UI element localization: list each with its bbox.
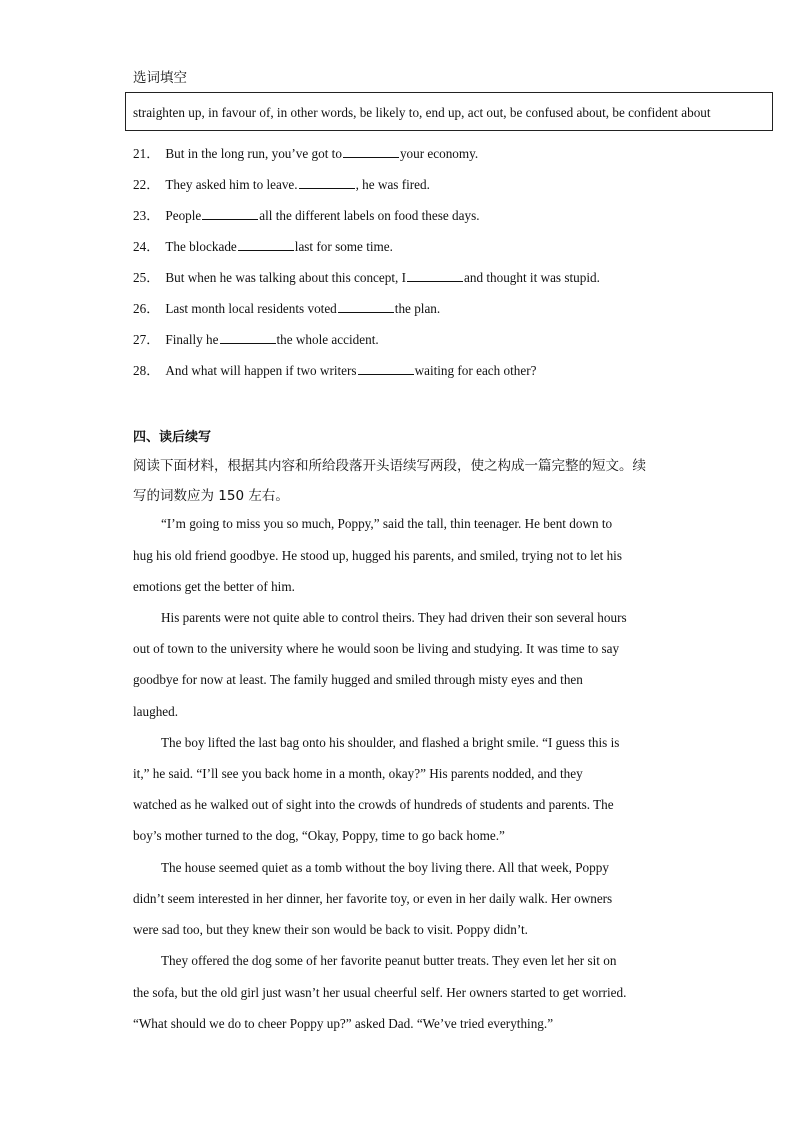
passage-line: hug his old friend goodbye. He stood up, hugged his parents, and smiled, trying not to let his <box>133 548 622 563</box>
answer-blank[interactable] <box>358 363 414 375</box>
answer-blank[interactable] <box>343 146 399 158</box>
passage-line: “I’m going to miss you so much, Poppy,” said the tall, thin teenager. He bent down to <box>161 516 613 531</box>
answer-blank[interactable] <box>220 332 276 344</box>
question-text-before: They asked him to leave. <box>165 177 298 192</box>
question-text-before: But in the long run, you’ve got to <box>165 146 342 161</box>
passage-line: were sad too, but they knew their son would be back to visit. Poppy didn’t. <box>133 922 528 937</box>
question-number: 26． <box>133 301 160 316</box>
question-28 <box>133 360 537 379</box>
question-text-after: the whole accident. <box>276 332 379 347</box>
answer-blank[interactable] <box>202 208 258 220</box>
question-26 <box>133 298 440 317</box>
question-text-after: the plan. <box>394 301 441 316</box>
question-text-before: Finally he <box>165 332 219 347</box>
section-title-word-fill: 选词填空 <box>133 70 187 86</box>
question-25 <box>133 267 600 286</box>
answer-blank[interactable] <box>407 270 463 282</box>
question-number: 25． <box>133 270 160 285</box>
question-number: 21． <box>133 146 160 161</box>
question-21 <box>133 143 478 162</box>
question-24 <box>133 236 393 255</box>
word-bank-box: straighten up, in favour of, in other words, be likely to, end up, act out, be confused about, be confident about <box>125 92 773 131</box>
question-text-after: and thought it was stupid. <box>464 270 600 285</box>
question-text-before: And what will happen if two writers <box>165 363 357 378</box>
question-text-after: your economy. <box>399 146 479 161</box>
answer-blank[interactable] <box>338 301 394 313</box>
passage-line: didn’t seem interested in her dinner, her favorite toy, or even in her daily walk. Her owners <box>133 891 613 906</box>
question-number: 22． <box>133 177 160 192</box>
passage-line: out of town to the university where he would soon be living and studying. It was time to say <box>133 641 620 656</box>
answer-blank[interactable] <box>299 177 355 189</box>
question-22 <box>133 174 430 193</box>
question-text-after: all the different labels on food these days. <box>259 208 480 223</box>
passage-line: The boy lifted the last bag onto his shoulder, and flashed a bright smile. “I guess this is <box>161 735 620 750</box>
question-23 <box>133 205 480 224</box>
passage-line: goodbye for now at least. The family hugged and smiled through misty eyes and then <box>133 672 583 687</box>
passage-line: His parents were not quite able to control theirs. They had driven their son several hours <box>161 610 627 625</box>
question-number: 23． <box>133 208 160 223</box>
question-text-after: waiting for each other? <box>414 363 537 378</box>
passage-line: emotions get the better of him. <box>133 579 295 594</box>
instruction-line: 写的词数应为 150 左右。 <box>133 488 289 504</box>
question-text-before: But when he was talking about this concept, I <box>165 270 406 285</box>
question-text-after: last for some time. <box>294 239 393 254</box>
question-27 <box>133 329 379 348</box>
passage-line: laughed. <box>133 704 179 719</box>
question-number: 24． <box>133 239 160 254</box>
question-text-before: Last month local residents voted <box>165 301 337 316</box>
question-number: 28． <box>133 363 160 378</box>
passage-line: the sofa, but the old girl just wasn’t her usual cheerful self. Her owners started to get worried. <box>133 985 627 1000</box>
passage-line: watched as he walked out of sight into the crowds of hundreds of students and parents. The <box>133 797 614 812</box>
answer-blank[interactable] <box>238 239 294 251</box>
passage-line: boy’s mother turned to the dog, “Okay, Poppy, time to go back home.” <box>133 828 505 843</box>
question-text-after: , he was fired. <box>355 177 430 192</box>
passage-line: it,” he said. “I’ll see you back home in a month, okay?” His parents nodded, and they <box>133 766 583 781</box>
passage-line: They offered the dog some of her favorite peanut butter treats. They even let her sit on <box>161 953 617 968</box>
section-title-continuation-writing: 四、读后续写 <box>133 430 212 445</box>
question-number: 27． <box>133 332 160 347</box>
passage-line: “What should we do to cheer Poppy up?” asked Dad. “We’ve tried everything.” <box>133 1016 554 1031</box>
instruction-line: 阅读下面材料，根据其内容和所给段落开头语续写两段，使之构成一篇完整的短文。续 <box>133 458 646 474</box>
passage-line: The house seemed quiet as a tomb without the boy living there. All that week, Poppy <box>161 860 609 875</box>
question-text-before: People <box>165 208 202 223</box>
question-text-before: The blockade <box>165 239 237 254</box>
